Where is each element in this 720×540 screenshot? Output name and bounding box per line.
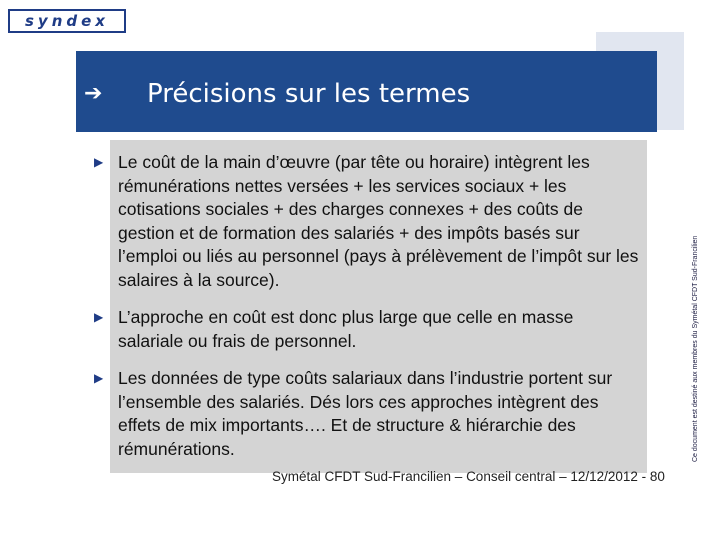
bullet-text: Le coût de la main d’œuvre (par tête ou horaire) intègrent les rémunérations nettes versées + les services sociaux + les cotisations sociales + des charges connexes + des coûts de gestion et de formation des salariés + des impôts basés sur l’emploi ou liés au personnel (pays à prélèvement de l’impôt sur les salaires à la source).	[118, 152, 639, 290]
bullet-item	[92, 151, 642, 292]
triangle-bullet-icon: ▶	[94, 155, 104, 169]
side-note: Ce document est destiné aux membres du Symétal CFDT Sud-Francilien	[692, 235, 699, 462]
triangle-bullet-icon: ▶	[94, 371, 104, 385]
bullet-text: Les données de type coûts salariaux dans l’industrie portent sur l’ensemble des salariés. Dés lors ces approches intègrent des effets de mix importants…. Et de structure & hiérarchie des rémunérations.	[118, 368, 613, 459]
slide-title: Précisions sur les termes	[147, 79, 471, 109]
bullet-text: L’approche en coût est donc plus large que celle en masse salariale ou frais de personnel.	[118, 307, 574, 351]
syndex-logo	[8, 9, 126, 33]
triangle-bullet-icon: ▶	[94, 310, 104, 324]
bullet-item	[92, 367, 642, 461]
logo-text: syndex	[25, 12, 109, 30]
bullet-list	[92, 151, 642, 475]
footer-text: Symétal CFDT Sud-Francilien – Conseil central – 12/12/2012 - 80	[272, 469, 665, 484]
bullet-item	[92, 306, 642, 353]
arrow-right-icon: ➔	[84, 81, 103, 106]
